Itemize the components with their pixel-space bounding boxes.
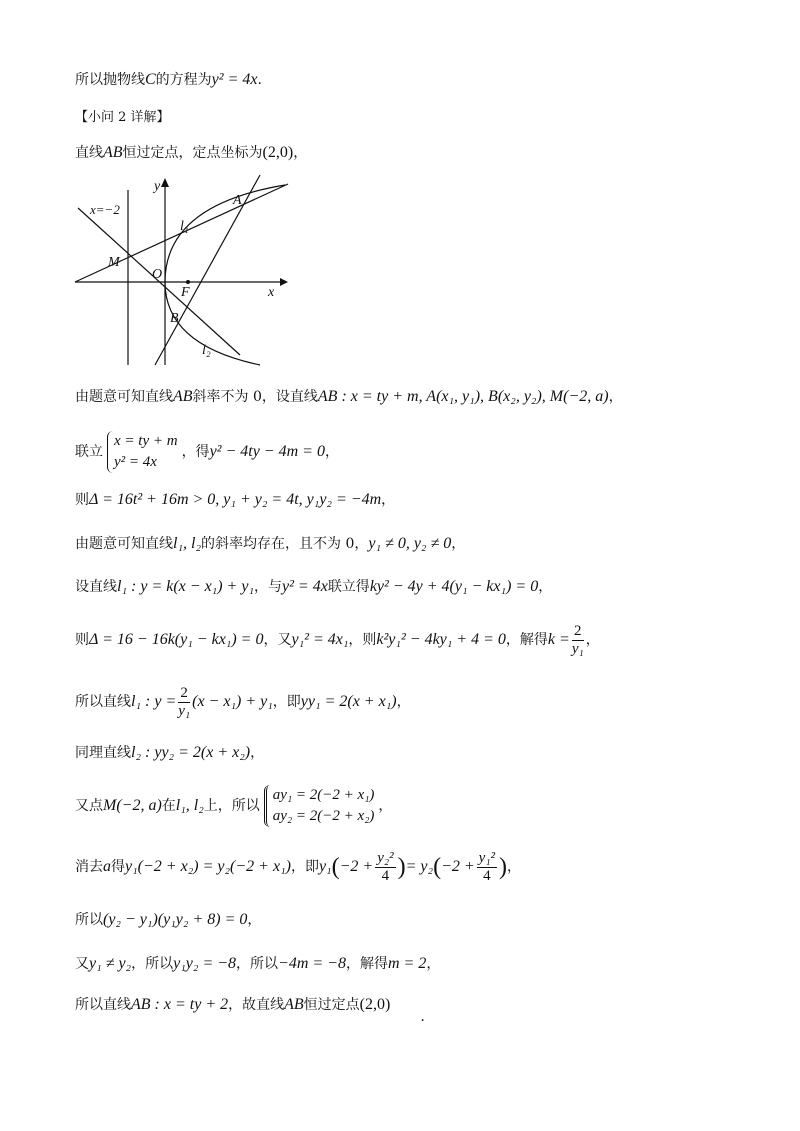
text: 的斜率均存在，且不为 0， xyxy=(201,536,369,552)
math: ky² − 4y + 4(y₁ − kx₁) = 0 xyxy=(369,578,539,595)
label-x-eq-minus-2: x=−2 xyxy=(90,202,120,217)
math: k²y₁² − 4ky₁ + 4 = 0 xyxy=(376,631,506,648)
math: x = ty + m xyxy=(114,433,178,449)
text-line-1 xyxy=(75,70,262,90)
text: 恒过定点，定点坐标为 xyxy=(122,145,263,161)
text: 由题意可知直线 xyxy=(75,389,173,405)
math: l₂ : yy₂ = 2(x + x₂) xyxy=(131,744,251,761)
text-line-5 xyxy=(75,430,339,474)
math: Δ = 16t² + 16m > 0, y₁ + y₂ = 4t, y₁y₂ = −4m xyxy=(89,491,382,508)
text: . xyxy=(420,1009,425,1025)
equation-system xyxy=(107,431,178,473)
parabola-figure xyxy=(70,170,300,370)
text-line-6 xyxy=(75,490,395,510)
math: yy₁ = 2(x + x₁) xyxy=(300,693,397,710)
math: AB xyxy=(103,144,123,161)
text: ，故直线 xyxy=(228,997,285,1013)
fraction: $\frac{\text{y₂²}}{4}$ xyxy=(377,849,394,884)
text: 则 xyxy=(75,492,89,508)
math: y₁(−2 + x₂) = y₂(−2 + x₁) xyxy=(125,858,291,875)
text-line-16 xyxy=(75,995,425,1025)
text: 设直线 xyxy=(75,579,117,595)
text-line-4 xyxy=(75,387,623,407)
math: y² = 4x xyxy=(282,578,328,595)
y-axis-arrow-icon xyxy=(161,178,169,187)
text: 所以抛物线 xyxy=(75,72,145,88)
text-line-10 xyxy=(75,680,411,724)
math: −2 + xyxy=(441,858,475,875)
label-m: M xyxy=(108,255,120,270)
parabola-curve xyxy=(165,185,285,365)
label-l2: l₂ xyxy=(202,343,211,358)
text-line-14 xyxy=(75,910,261,930)
math: AB xyxy=(284,996,304,1013)
math: m = 2 xyxy=(387,955,427,972)
math: l₁ : y = k(x − x₁) + y₁ xyxy=(117,578,255,595)
text-line-13: 消去a得y₁(−2 + x₂) = y₂(−2 + x₁)，即y₁(−2 + $\frac{\text{y₂²}}{4}$ )= y₂(−2 + $\frac{\text{y₁²}}{4}$ )， xyxy=(75,849,522,884)
text: ， xyxy=(585,632,600,648)
label-o: O xyxy=(152,267,163,282)
math: y² − 4ty − 4m = 0 xyxy=(209,443,325,460)
text: 上，所以 xyxy=(203,798,260,814)
text: 又 xyxy=(75,956,89,972)
text: ，即 xyxy=(290,859,319,875)
math: l₁, l₂ xyxy=(173,535,202,552)
math: Δ = 16 − 16k(y₁ − kx₁) = 0 xyxy=(89,631,264,648)
label-l1: l₁ xyxy=(180,219,189,234)
text: ， xyxy=(426,956,441,972)
math: ay₁ = 2(−2 + x₁) xyxy=(272,787,375,803)
text: ，所以 xyxy=(131,956,174,972)
equation-system xyxy=(264,785,375,827)
math: y₁ xyxy=(318,858,332,875)
text: 所以直线 xyxy=(75,997,131,1013)
text: 消去 xyxy=(75,859,103,875)
text: ，即 xyxy=(272,694,301,710)
math: AB xyxy=(173,388,193,405)
text: . xyxy=(257,72,262,88)
math: C xyxy=(145,71,156,88)
math: M(−2, a) xyxy=(103,797,162,814)
text: ， xyxy=(608,389,623,405)
text: ， xyxy=(538,579,553,595)
math: l₁ : y = xyxy=(131,693,177,710)
math: (2,0) xyxy=(359,996,391,1013)
text: ， xyxy=(451,536,466,552)
math: (2,0) xyxy=(262,144,294,161)
text: ， xyxy=(247,912,262,928)
math: AB : x = ty + m, A(x₁, y₁), B(x₂, y₂), M(−2, a) xyxy=(317,388,609,405)
text: 联立得 xyxy=(327,579,370,595)
section-heading: 【小问 2 详解】 xyxy=(75,110,170,125)
text: 直线 xyxy=(75,145,103,161)
text: ， xyxy=(293,145,308,161)
text: 得 xyxy=(111,859,125,875)
text-line-7 xyxy=(75,534,465,554)
text-line-3 xyxy=(75,143,307,163)
text: ，所以 xyxy=(236,956,279,972)
text-line-15 xyxy=(75,954,440,974)
label-b: B xyxy=(170,311,179,326)
text: 则 xyxy=(75,632,89,648)
text: 在 xyxy=(161,798,176,814)
math: = y₂ xyxy=(405,858,434,875)
text: ，得 xyxy=(181,444,210,460)
math: y₁ ≠ 0, y₂ ≠ 0 xyxy=(368,535,452,552)
label-x: x xyxy=(268,285,275,300)
math: a xyxy=(103,858,111,875)
text: ，则 xyxy=(348,632,377,648)
text: 所以 xyxy=(75,912,103,928)
text-line-12 xyxy=(75,782,392,830)
math: y² = 4x xyxy=(211,71,258,88)
math: ay₂ = 2(−2 + x₂) xyxy=(272,808,375,824)
math: (y₂ − y₁)(y₁y₂ + 8) = 0 xyxy=(103,911,248,928)
text: ， xyxy=(250,745,265,761)
label-y: y xyxy=(154,179,161,194)
text-line-11 xyxy=(75,743,264,763)
math: y₁y₂ = −8 xyxy=(173,955,237,972)
math: k = xyxy=(547,631,570,648)
text: 又点 xyxy=(75,798,103,814)
x-axis-arrow-icon xyxy=(280,278,288,286)
text: 联立 xyxy=(75,444,103,460)
math: y² = 4x xyxy=(114,454,157,470)
fraction: $\frac{\text{y₁²}}{4}$ xyxy=(478,849,496,884)
text: 同理直线 xyxy=(75,745,131,761)
math: (x − x₁) + y₁ xyxy=(192,693,273,710)
math: −4m = −8 xyxy=(278,955,346,972)
fraction: $\frac{2}{\text{y₁}}$ xyxy=(178,684,191,719)
math: AB : x = ty + 2 xyxy=(131,996,229,1013)
text: ，与 xyxy=(254,579,283,595)
text: ， xyxy=(507,859,522,875)
text: 斜率不为 0，设直线 xyxy=(192,389,318,405)
text: ， xyxy=(396,694,411,710)
text-line-8 xyxy=(75,577,552,597)
text: ， xyxy=(378,798,393,814)
text: ，又 xyxy=(263,632,292,648)
math: y₁ ≠ y₂ xyxy=(89,955,132,972)
math: l₁, l₂ xyxy=(175,797,204,814)
label-f: F xyxy=(181,285,190,300)
text: 恒过定点 xyxy=(303,997,360,1013)
text: 所以直线 xyxy=(75,694,131,710)
text: 由题意可知直线 xyxy=(75,536,173,552)
focus-point xyxy=(186,280,190,284)
chord-ab xyxy=(155,175,260,365)
text: ，解得 xyxy=(505,632,548,648)
text-line-9 xyxy=(75,618,600,662)
label-a: A xyxy=(233,193,242,208)
math: y₁² = 4x₁ xyxy=(291,631,349,648)
text: ，解得 xyxy=(345,956,388,972)
text: ， xyxy=(381,492,396,508)
text: ， xyxy=(324,444,339,460)
fraction: $\frac{2}{\text{y₁}}$ xyxy=(571,622,584,657)
math: −2 + xyxy=(339,858,374,875)
text: 的方程为 xyxy=(155,72,212,88)
